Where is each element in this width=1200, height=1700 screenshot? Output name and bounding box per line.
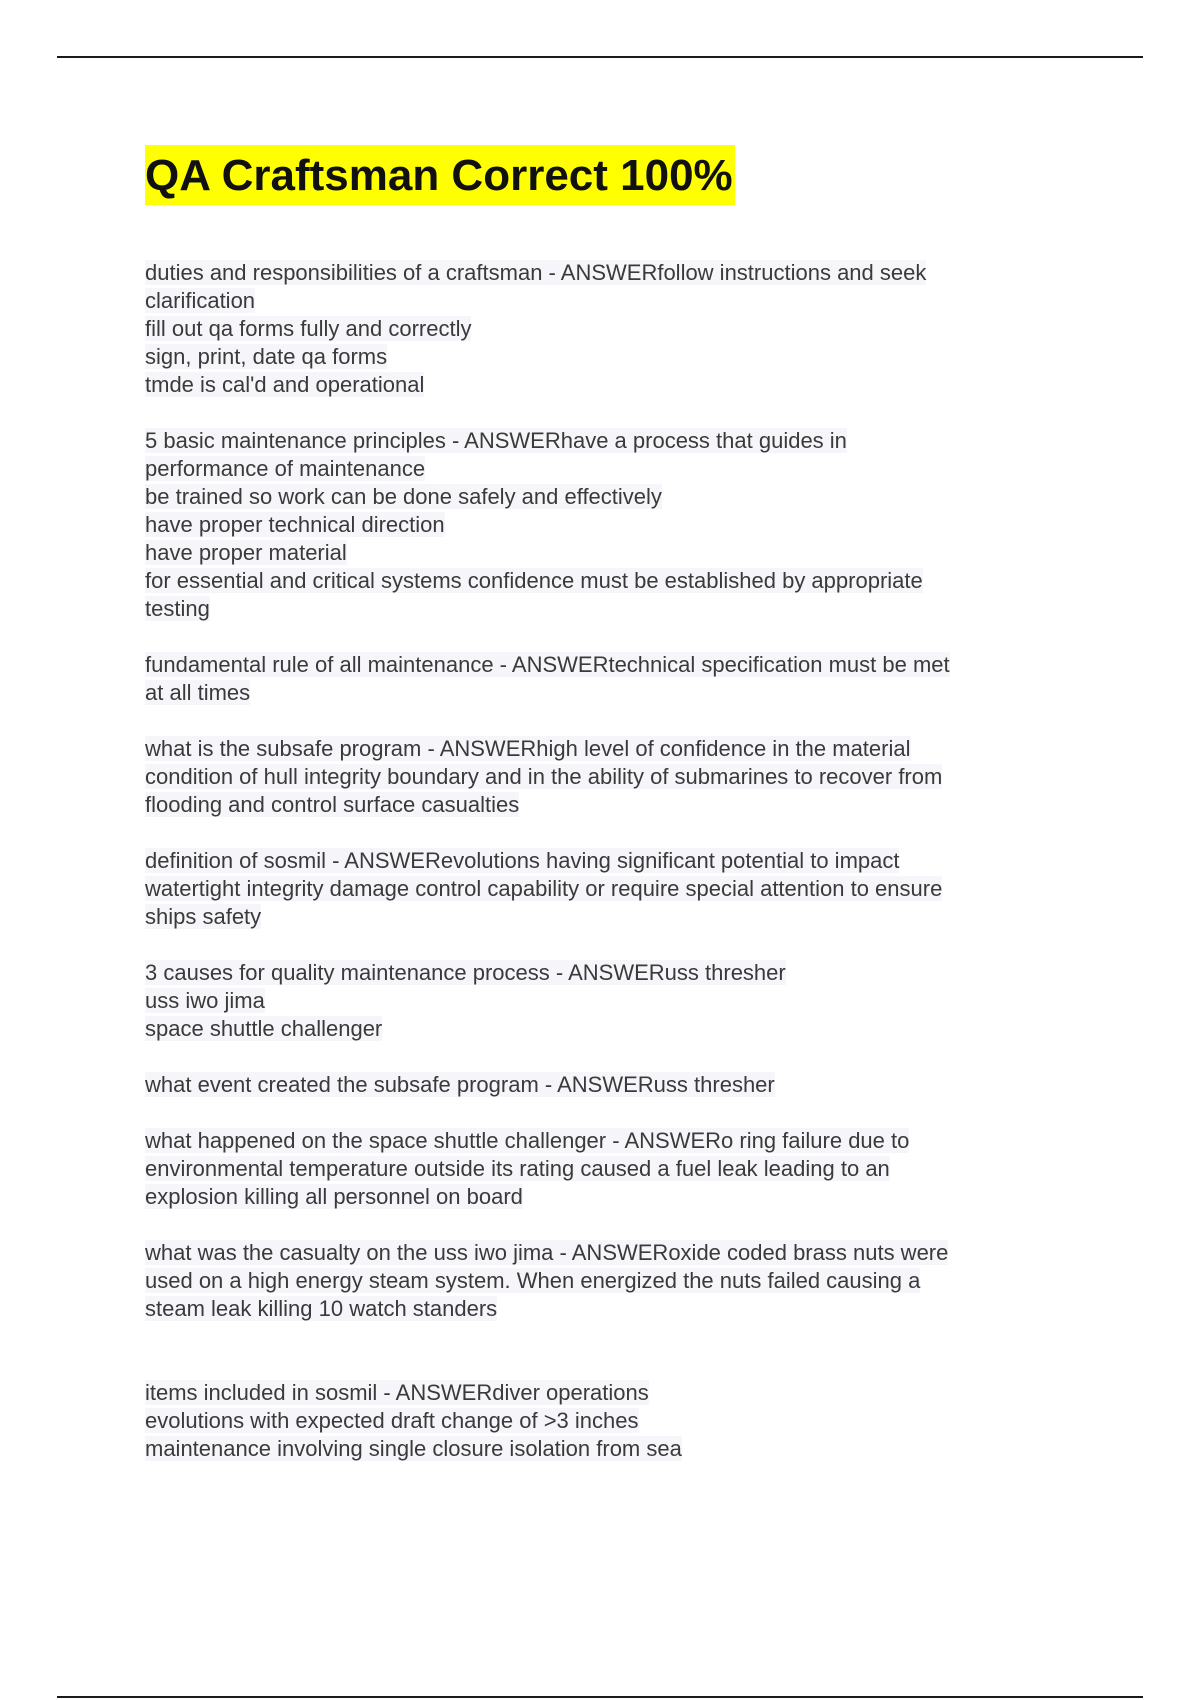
qa-line: what was the casualty on the uss iwo jima - ANSWERoxide coded brass nuts were (145, 1240, 949, 1265)
qa-entry-duties (145, 259, 1045, 399)
qa-line: items included in sosmil - ANSWERdiver operations (145, 1380, 649, 1405)
document-body (145, 145, 1045, 1491)
qa-line: watertight integrity damage control capability or require special attention to ensure (145, 876, 943, 901)
header-rule (57, 56, 1143, 58)
qa-line: be trained so work can be done safely and effectively (145, 484, 662, 509)
qa-line: uss iwo jima (145, 988, 265, 1013)
qa-line: for essential and critical systems confidence must be established by appropriate (145, 568, 923, 593)
qa-entry-iwo-jima (145, 1239, 1045, 1323)
qa-line: 3 causes for quality maintenance process - ANSWERuss thresher (145, 960, 786, 985)
qa-line: what happened on the space shuttle challenger - ANSWERo ring failure due to (145, 1128, 910, 1153)
qa-entry-challenger (145, 1127, 1045, 1211)
qa-line: tmde is cal'd and operational (145, 372, 425, 397)
qa-entry-sosmil-items (145, 1379, 1045, 1463)
qa-line: performance of maintenance (145, 456, 426, 481)
qa-line: what is the subsafe program - ANSWERhigh level of confidence in the material (145, 736, 911, 761)
qa-line: testing (145, 596, 210, 621)
qa-line: evolutions with expected draft change of >3 inches (145, 1408, 639, 1433)
qa-line: condition of hull integrity boundary and in the ability of submarines to recover from (145, 764, 943, 789)
qa-line: duties and responsibilities of a craftsman - ANSWERfollow instructions and seek (145, 260, 927, 285)
qa-line: environmental temperature outside its rating caused a fuel leak leading to an (145, 1156, 890, 1181)
qa-line: used on a high energy steam system. When energized the nuts failed causing a (145, 1268, 921, 1293)
qa-entry-three-causes (145, 959, 1045, 1043)
qa-line: have proper material (145, 540, 347, 565)
qa-line: what event created the subsafe program - ANSWERuss thresher (145, 1072, 775, 1097)
qa-line: flooding and control surface casualties (145, 792, 520, 817)
qa-line: definition of sosmil - ANSWERevolutions having significant potential to impact (145, 848, 900, 873)
qa-entry-subsafe-event (145, 1071, 1045, 1099)
qa-entry-subsafe (145, 735, 1045, 819)
qa-line: clarification (145, 288, 256, 313)
qa-line: explosion killing all personnel on board (145, 1184, 523, 1209)
qa-line: fundamental rule of all maintenance - ANSWERtechnical specification must be met (145, 652, 950, 677)
qa-line: steam leak killing 10 watch standers (145, 1296, 498, 1321)
qa-line: ships safety (145, 904, 262, 929)
qa-entry-principles (145, 427, 1045, 623)
qa-entry-sosmil-definition (145, 847, 1045, 931)
qa-list (145, 259, 1045, 1463)
qa-line: have proper technical direction (145, 512, 445, 537)
qa-line: fill out qa forms fully and correctly (145, 316, 472, 341)
qa-line: sign, print, date qa forms (145, 344, 388, 369)
footer-rule (57, 1696, 1143, 1698)
qa-line: space shuttle challenger (145, 1016, 383, 1041)
document-title: QA Craftsman Correct 100% (145, 145, 735, 205)
qa-entry-fundamental-rule (145, 651, 1045, 707)
qa-line: at all times (145, 680, 251, 705)
qa-line: maintenance involving single closure isolation from sea (145, 1436, 682, 1461)
qa-line: 5 basic maintenance principles - ANSWERhave a process that guides in (145, 428, 847, 453)
